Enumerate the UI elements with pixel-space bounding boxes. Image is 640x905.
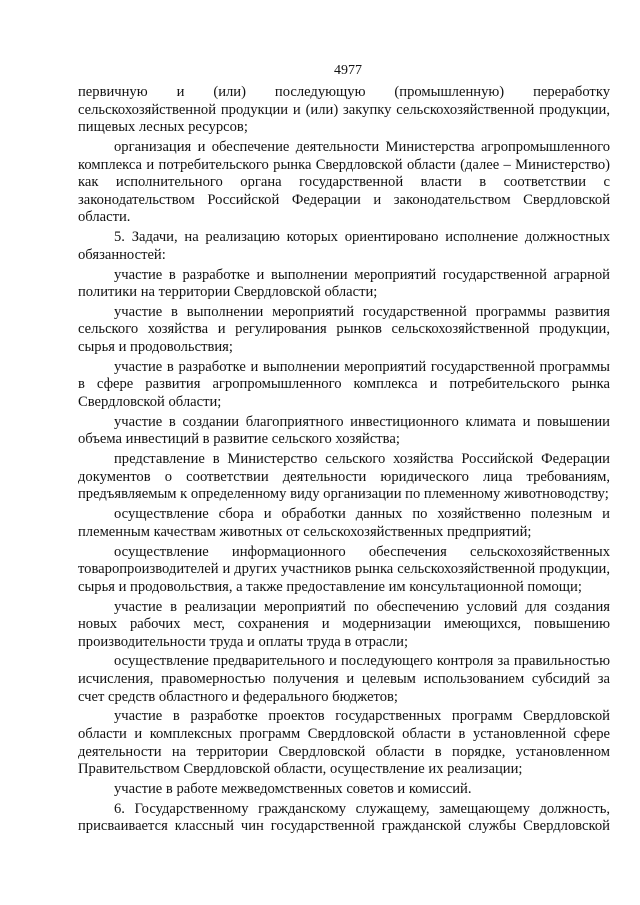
- paragraph: участие в разработке и выполнении мероприятий государственной программы в сфере развития агропромышленного комплекса и потребительского рынка Свердловской области;: [78, 358, 610, 411]
- paragraph: участие в работе межведомственных советов и комиссий.: [114, 781, 472, 797]
- paragraph: участие в выполнении мероприятий государственной программы развития сельского хозяйства и регулирования рынков сельскохозяйственной продукции, сырья и продовольствия;: [78, 303, 610, 356]
- paragraph: организация и обеспечение деятельности Министерства агропромышленного комплекса и потребительского рынка Свердловской области (далее – Министерство) как исполнительного органа государственной власти в соответствии с законодательством Российской Федерации и законодательством Свердловской области.: [78, 138, 610, 226]
- paragraph: осуществление предварительного и последующего контроля за правильностью исчисления, правомерностью получения и целевым использованием субсидий за счет средств областного и федерального бюджетов;: [78, 653, 610, 705]
- paragraph: 6. Государственному гражданскому служащему, замещающему должность, присваивается классный чин государственной гражданской службы Свердловской: [78, 800, 610, 835]
- paragraph: осуществление информационного обеспечения сельскохозяйственных товаропроизводителей и других участников рынка сельскохозяйственной продукции, сырья и продовольствия, а также предоставление им консультационной помощи;: [78, 543, 610, 595]
- paragraph: 5. Задачи, на реализацию которых ориентировано исполнение должностных обязанностей:: [78, 229, 610, 263]
- document-page: [78, 62, 610, 838]
- paragraph: участие в создании благоприятного инвестиционного климата и повышении объема инвестиций в развитие сельского хозяйства;: [78, 413, 610, 448]
- paragraph: первичную и (или) последующую (промышленную) переработку сельскохозяйственной продукции и (или) закупку сельскохозяйственной продукции, пищевых лесных ресурсов;: [78, 84, 610, 136]
- paragraph: представление в Министерство сельского хозяйства Российской Федерации документов о соответствии деятельности юридического лица требованиям, предъявляемым к определенному виду организации по племенному животноводству;: [78, 451, 610, 503]
- document-body: [78, 84, 610, 836]
- paragraph: участие в разработке и выполнении мероприятий государственной аграрной политики на территории Свердловской области;: [78, 266, 610, 301]
- paragraph: участие в разработке проектов государственных программ Свердловской области и комплексных программ Свердловской области в установленной сфере деятельности на территории Свердловской области в порядке, установленном Правительством Свердловской области, осуществление их реализации;: [78, 708, 610, 778]
- paragraph: участие в реализации мероприятий по обеспечению условий для создания новых рабочих мест, сохранения и модернизации имеющихся, повышению производительности труда и оплаты труда в отрасли;: [78, 598, 610, 650]
- paragraph: осуществление сбора и обработки данных по хозяйственно полезным и племенным качествам животных от сельскохозяйственных предприятий;: [78, 506, 610, 540]
- page-number: 4977: [334, 63, 362, 78]
